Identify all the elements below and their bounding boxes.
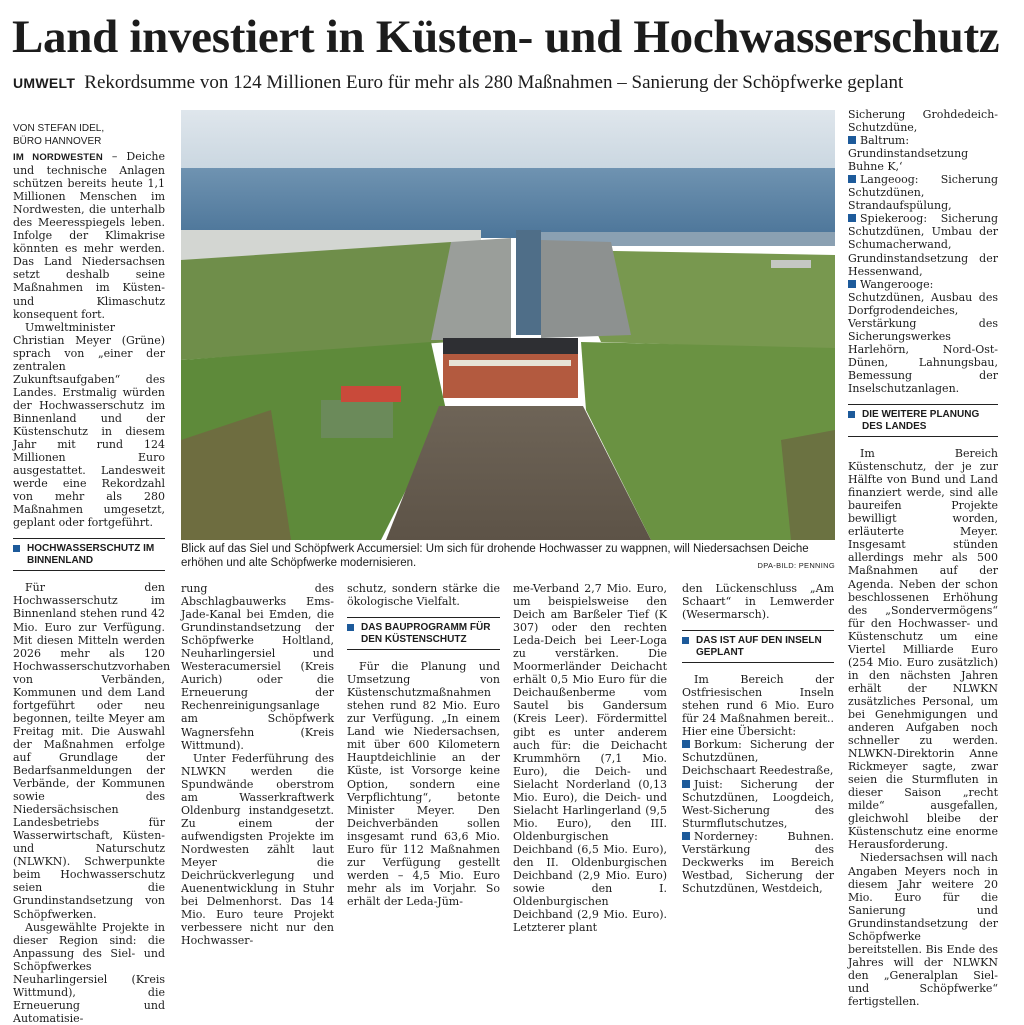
- list-item: [848, 212, 998, 277]
- paragraph: Sicherung Grohdedeich-Schutzdüne,: [848, 108, 998, 135]
- bullet-icon: [682, 740, 690, 748]
- bullet-icon: [848, 280, 856, 288]
- section-heading: HOCHWASSERSCHUTZ IM BINNENLAND: [13, 538, 165, 571]
- section-heading: DAS BAUPROGRAMM FÜR DEN KÜSTENSCHUTZ: [347, 617, 500, 650]
- column-6: [848, 108, 998, 1008]
- list-item: [682, 830, 834, 895]
- subheadline: Rekordsumme von 124 Millionen Euro für mehr als 280 Maßnahmen – Sanierung der Schöpfwerke geplant: [84, 72, 904, 93]
- paragraph: den Lückenschluss „Am Schaart“ in Lemwerder (Wesermarsch).: [682, 582, 834, 622]
- bullet-icon: [848, 175, 856, 183]
- list-item-text: Norderney: Buhnen. Verstärkung des Deckwerks im Bereich Westbad, Sicherung der Schutzdünen, Westdeich,: [682, 829, 834, 895]
- article-subline: [13, 72, 1013, 94]
- section-heading: DIE WEITERE PLANUNG DES LANDES: [848, 404, 998, 437]
- list-item-text: Wangerooge: Schutzdünen, Ausbau des Dorfgrodendeiches, Verstärkung des Sicherungswerkes Harlehörn, Nord-Ost-Dünen, Lahnungsbau, Bemessung der Inselschutzanlagen.: [848, 277, 998, 395]
- list-item: [848, 173, 998, 212]
- paragraph: me-Verband 2,7 Mio. Euro, um beispielsweise den Deich am Barßeler Tief (K 307) oder den rechten Leda-Deich bei Leer-Loga zu verstärken. Die Moormerländer Deichacht erhält 0,5 Mio Euro für die Deichaußenberme vom Sautel bis Gandersum (Kreis Leer). Fördermittel gibt es unter anderem auch für: die Deichacht Krummhörn (7,1 Mio. Euro), die Deich- und Sielacht Norderland (0,13 Mio. Euro), die Deich- und Sielacht Harlingerland (9,5 Mio. Euro), den III. Oldenburgischen Deichband (6,5 Mio. Euro), den II. Oldenburgischen Deichband (2,9 Mio. Euro) sowie den I. Oldenburgischen Deichband (2,9 Mio. Euro). Letzterer plant: [513, 582, 667, 935]
- caption-text: Blick auf das Siel und Schöpfwerk Accumersiel: Um sich für drohende Hochwasser zu wappnen, will Niedersachsen Deiche erhöhen und alte Schöpfwerke modernisieren.: [181, 543, 809, 569]
- paragraph: Unter Federführung des NLWKN werden die Spundwände oberstrom am Wasserkraftwerk Oldenburg instandgesetzt. Zu einem der aufwendigsten Projekte im Nordwesten zählt laut Meyer die Deichrückverlegung und Auenentwicklung in Stuhr bei Delmenhorst. Das 14 Mio. Euro teure Projekt verbessere nicht nur den Hochwasser-: [181, 751, 334, 948]
- paragraph: [13, 150, 165, 321]
- bullet-icon: [682, 832, 690, 840]
- aerial-photo-illustration: [181, 110, 835, 540]
- byline-name: VON STEFAN IDEL,: [13, 123, 105, 134]
- dateline: IM NORDWESTEN: [13, 152, 103, 163]
- bullet-icon: [848, 136, 856, 144]
- list-item-text: Spiekeroog: Sicherung Schutzdünen, Umbau der Schumacherwand, Grundinstandsetzung der Hessenwand,: [848, 212, 998, 278]
- kicker: UMWELT: [13, 75, 76, 91]
- list-item-text: Baltrum: Grundinstandsetzung Buhne K,‘: [848, 134, 969, 174]
- paragraph: Im Bereich der Ostfriesischen Inseln stehen rund 6 Mio. Euro für 24 Maßnahmen bereit.. Hier eine Übersicht:: [682, 673, 834, 739]
- column-1: [13, 150, 171, 1025]
- column-5: [682, 582, 834, 895]
- paragraph: rung des Abschlagbauwerks Ems-Jade-Kanal bei Emden, die Grundinstandsetzung der Schöpfwerke Holtland, Neuharlingersiel und Westeracumersiel (Kreis Aurich) oder die Erneuerung der Rechenreinigungsanlage am Schöpfwerk Wagnersfehn (Kreis Wittmund).: [181, 582, 334, 752]
- list-item-text: Juist: Sicherung der Schutzdünen, Loogdeich, West-Sicherung des Sturmflutschutzes,: [682, 777, 834, 830]
- bullet-icon: [848, 214, 856, 222]
- list-item-text: Borkum: Sicherung der Schutzdünen, Deichschaart Reedestraße,: [682, 738, 834, 778]
- column-2: [181, 582, 334, 947]
- paragraph: Für die Planung und Umsetzung von Küstenschutzmaßnahmen stehen rund 82 Mio. Euro zur Verfügung. „In einem Land wie Niedersachsen, mit über 600 Kilometern Hauptdeichlinie an der Küste, ist Vorsorge keine Option, sondern eine Verpflichtung“, betonte Minister Meyer. Den Deichverbänden sollen insgesamt rund 63,6 Mio. Euro für 112 Maßnahmen zur Verfügung gestellt werden – 4,5 Mio. Euro mehr als im Vorjahr. So erhält der Leda-Jüm-: [347, 660, 500, 908]
- list-item: [848, 134, 998, 173]
- paragraph: Umweltminister Christian Meyer (Grüne) sprach von „einer der zentralen Zukunftsaufgaben“ des Landes. Erstmalig würden der Hochwasserschutz im Binnenland und der Küstenschutz in diesem Jahr mit rund 124 Millionen Euro ausgestattet. Landesweit werde eine Rekordzahl von mehr als 280 Maßnahmen umgesetzt, geplant oder fortgeführt.: [13, 320, 165, 530]
- paragraph: schutz, sondern stärke die ökologische Vielfalt.: [347, 582, 500, 609]
- paragraph-text: – Deiche und technische Anlagen schützen bereits heute 1,1 Millionen Menschen im Nordwesten, die unterhalb des Meeresspiegels leben. Infolge der Klimakrise könnten es mehr werden. Das Land Niedersachsen setzt deshalb seine Maßnahmen im Küsten- und Klimaschutz konsequent fort.: [13, 150, 165, 321]
- paragraph: Für den Hochwasserschutz im Binnenland stehen rund 42 Mio. Euro zur Verfügung. Mit diesen Mitteln werden 2026 mehr als 120 Hochwasserschutzvorhaben von Verbänden, Kommunen und dem Land fortgeführt oder neu begonnen, teilte Meyer am Freitag mit. Die Auswahl der Maßnahmen erfolge auf Grundlage der Bedarfsanmeldungen der Verbände, der Kommunen sowie des Niedersächsischen Landesbetriebs für Wasserwirtschaft, Küsten- und Naturschutz (NLWKN). Schwerpunkte beim Hochwasserschutz seien die Grundinstandsetzung von Schöpfwerken.: [13, 581, 171, 921]
- list-item-text: Langeoog: Sicherung Schutzdünen, Strandaufspülung,: [848, 173, 998, 213]
- paragraph: Niedersachsen will nach Angaben Meyers noch in diesem Jahr weitere 20 Mio. Euro für die Sanierung und Grundinstandsetzung der Schöpfwerke bereitstellen. Bis Ende des Jahres will der NLWKN den „Generalplan Siel- und Schöpfwerke“ fertigstellen.: [848, 851, 998, 1008]
- list-item: [848, 278, 998, 395]
- list-item: [682, 778, 834, 830]
- byline: [13, 122, 173, 148]
- column-3: [347, 582, 500, 908]
- list-item: [682, 738, 834, 777]
- paragraph: Ausgewählte Projekte in dieser Region sind: die Anpassung des Siel- und Schöpfwerkes Neuharlingersiel (Kreis Wittmund), die Erneuerung und Automatisie-: [13, 920, 165, 1025]
- photo-caption: [181, 542, 835, 573]
- article-photo: [181, 110, 835, 540]
- paragraph: Im Bereich Küstenschutz, der je zur Hälfte von Bund und Land finanziert werde, sind alle baureifen Projekte bewilligt worden, erläuterte Meyer. Insgesamt stünden allerdings mehr als 500 Maßnahmen auf der Agenda. Neben der schon beschlossenen Erhöhung des „Sondervermögens“ für den Hochwasser- und Küstenschutz um eine Viertel Milliarde Euro (254 Mio. Euro zusätzlich) in den nächsten Jahren erhält der NLWKN zusätzliches Personal, um bei Genehmigungen und anderen Aufgaben noch schneller zu werden. NLWKN-Direktorin Anne Rickmeyer sagte, zwar seien die Sturmfluten in dieser Saison „recht milde“ ausgefallen, gleichwohl bleibe der Küstenschutz eine enorme Herausforderung.: [848, 447, 998, 852]
- photo-credit: DPA-BILD: PENNING: [757, 561, 835, 570]
- byline-office: BÜRO HANNOVER: [13, 136, 102, 147]
- bullet-icon: [682, 780, 690, 788]
- article-headline: Land investiert in Küsten- und Hochwasserschutz: [12, 11, 1000, 63]
- column-4: [513, 582, 667, 934]
- section-heading: DAS IST AUF DEN INSELN GEPLANT: [682, 630, 834, 663]
